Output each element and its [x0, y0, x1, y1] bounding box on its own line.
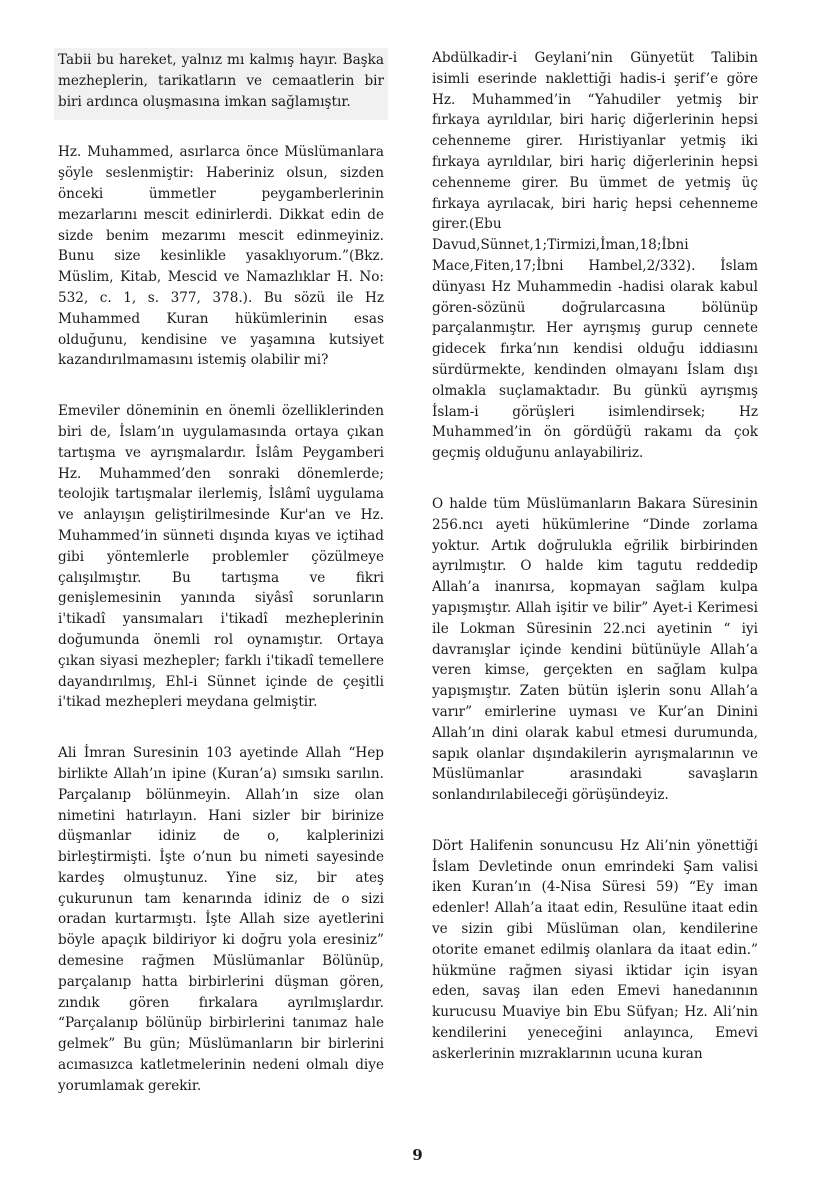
paragraph: Dört Halifenin sonuncusu Hz Ali’nin yönettiği İslam Devletinde onun emrindeki Şam valisi iken Kuran’ın (4-Nisa Süresi 59) “Ey iman edenler! Allah’a itaat edin, Resulüne itaat edin ve sizin gibi Müslüman olan, kendilerine otorite emanet edilmiş olanlara da itaat edin.” hükmüne rağmen siyasi iktidar için isyan eden, savaş ilan eden Emevi hanedanının kurucusu Muaviye bin Ebu Süfyan; Hz. Ali’nin kendilerini yeneceğini anlayınca, Emevi askerlerinin mızraklarının ucuna kuran: [432, 837, 758, 1062]
paragraph: Hz. Muhammed, asırlarca önce Müslümanlara şöyle seslenmiştir: Haberiniz olsun, sizden önceki ümmetler peygamberlerinin mezarlarını mescit edinirlerdi. Dikkat edin de sizde benim mezarımı mescit edinmeyiniz. Bunu size kesinlikle yasaklıyorum.”(Bkz. Müslim, Kitab, Mescid ve Namazlıklar H. No: 532, c. 1, s. 377, 378.). Bu sözü ile Hz Muhammed Kuran hükümlerinin esas olduğunu, kendisine ve yaşamına kutsiyet kazandırılmamasını istemiş olabilir mi?: [58, 144, 384, 369]
paragraph: Abdülkadir-i Geylani’nin Günyetüt Talibin isimli eserinde naklettiği hadis-i şerif’e göre Hz. Muhammed’in “Yahudiler yetmiş bir fırkaya ayrıldılar, biri hariç diğerlerinin hepsi cehenneme girer. Hıristiyanlar yetmiş iki fırkaya ayrıldılar, biri hariç diğerlerinin hepsi cehenneme girer. Bu ümmet de yetmiş üç fırkaya ayrılacak, biri hariç hepsi cehenneme girer.(Ebu Davud,Sünnet,1;Tirmizi,İman,18;İbni Mace,Fiten,17;İbni Hambel,2/332). İslam dünyası Hz Muhammedin -hadisi olarak kabul gören-sözünü doğrularcasına bölünüp parçalanmıştır. Her ayrışmış gurup cennete gidecek fırka’nın kendisi olduğu iddiasını sürdürmekte, kendinden olmayanı İslam dışı olmakla suçlamaktadır. Bu günkü ayrışmış İslam-i görüşleri isimlendirsek; Hz Muhammed’in ön gördüğü rakamı da çok geçmiş olduğunu anlayabiliriz.: [432, 50, 758, 462]
right-column: [432, 48, 758, 1087]
paragraph: Ali İmran Suresinin 103 ayetinde Allah “Hep birlikte Allah’ın ipine (Kuran’a) sımsıkı sarılın. Parçalanıp bölünmeyin. Allah’ın size olan nimetini hatırlayın. Hani sizler bir birinize düşmanlar idiniz de o, kalplerinizi birleştirmişti. İşte o’nun bu nimeti sayesinde kardeş olmuştunuz. Yine siz, bir ateş çukurunun tam kenarında idiniz de o sizi oradan kurtarmıştı. İşte Allah size ayetlerini böyle apaçık bildiriyor ki doğru yola eresiniz” demesine rağmen Müslümanlar Bölünüp, parçalanıp hatta birbirlerini düşman gören, zındık gören fırkalara ayrılmışlardır. “Parçalanıp bölünüp birbirlerini tanımaz hale gelmek” Bu gün; Müslümanların bir birlerini acımasızca katletmelerinin nedeni olmalı diye yorumlamak gerekir.: [58, 745, 384, 1094]
page-number: 9: [412, 1146, 423, 1164]
left-column: [58, 48, 384, 1119]
paragraph: Emeviler döneminin en önemli özelliklerinden biri de, İslam’ın uygulamasında ortaya çıkan tartışma ve ayrışmalardır. İslâm Peygamberi Hz. Muhammed’den sonraki dönemlerde; teolojik tartışmalar ilerlemiş, İslâmî uygulama ve anlayışın geliştirilmesinde Kur'an ve Hz. Muhammed’in sünneti dışında kıyas ve içtihad gibi yöntemlerle problemler çözülmeye çalışılmıştır. Bu tartışma ve fikri genişlemesinin yanında siyâsî sorunların i'tikadî yansımaları i'tikadî mezheplerinin doğumunda önemli rol oynamıştır. Ortaya çıkan siyasi mezhepler; farklı i'tikadî temellere dayandırılmış, Ehl-i Sünnet içinde de çeşitli i'tikad mezhepleri meydana gelmiştir.: [58, 403, 384, 711]
paragraph-highlighted: Tabii bu hareket, yalnız mı kalmış hayır. Başka mezheplerin, tarikatların ve cemaatlerin bir biri ardınca oluşmasına imkan sağlamıştır.: [54, 48, 388, 120]
paragraph: O halde tüm Müslümanların Bakara Süresinin 256.ncı ayeti hükümlerine “Dinde zorlama yoktur. Artık doğrulukla eğrilik birbirinden ayrılmıştır. O halde kim tagutu reddedip Allah’a inanırsa, kopmayan sağlam kulpa yapışmıştır. Allah işitir ve bilir” Ayet-i Kerimesi ile Lokman Süresinin 22.nci ayetinin “ iyi davranışlar içinde kendini bütünüyle Allah’a veren kimse, gerçekten en sağlam kulpa yapışmıştır. Zaten bütün işlerin sonu Allah’a varır” emirlerine uyması ve Kur’an Dinini Allah’ın dini olarak kabul etmesi durumunda, sapık olanlar dışındakilerin ayrışmalarının ve Müslümanlar arasındaki savaşların sonlandırılabileceği görüşündeyiz.: [432, 495, 758, 804]
